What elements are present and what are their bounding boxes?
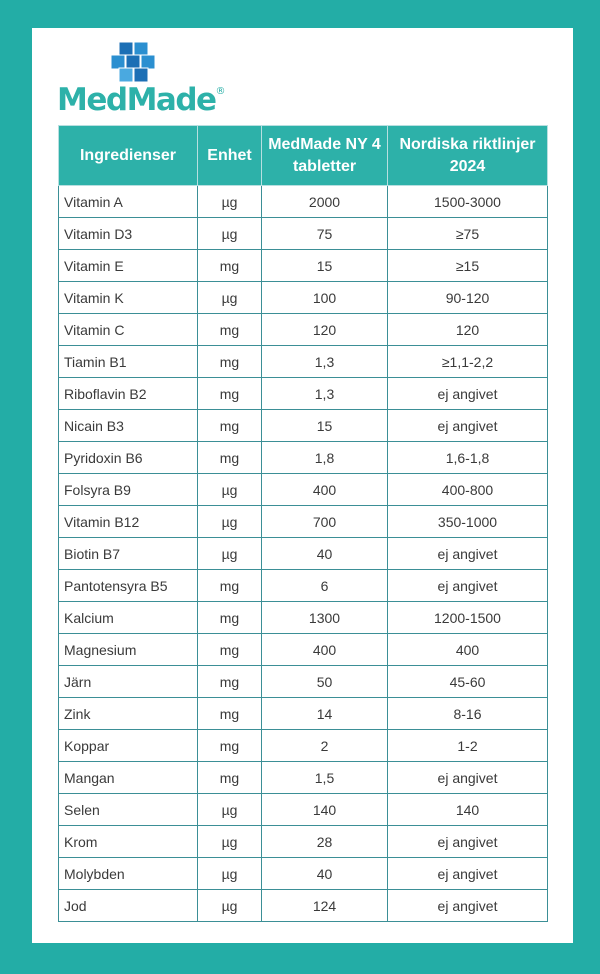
cell-medmade-amount: 1,3 [262, 346, 388, 378]
cell-medmade-amount: 40 [262, 538, 388, 570]
cell-unit: µg [198, 186, 262, 218]
cell-unit: mg [198, 250, 262, 282]
cell-ingredient: Biotin B7 [59, 538, 198, 570]
table-row [59, 698, 548, 730]
table-row [59, 666, 548, 698]
cell-medmade-amount: 400 [262, 634, 388, 666]
brand-logo [57, 42, 237, 132]
cell-guideline: 1500-3000 [388, 186, 548, 218]
cell-ingredient: Vitamin D3 [59, 218, 198, 250]
cell-guideline: ej angivet [388, 538, 548, 570]
table-row [59, 506, 548, 538]
cell-ingredient: Vitamin K [59, 282, 198, 314]
cell-guideline: ej angivet [388, 570, 548, 602]
cell-unit: µg [198, 474, 262, 506]
cell-ingredient: Pantotensyra B5 [59, 570, 198, 602]
cell-unit: mg [198, 570, 262, 602]
cell-guideline: 45-60 [388, 666, 548, 698]
table-row [59, 538, 548, 570]
table-row [59, 858, 548, 890]
cell-medmade-amount: 700 [262, 506, 388, 538]
table-row [59, 634, 548, 666]
cell-ingredient: Kalcium [59, 602, 198, 634]
cell-guideline: 400 [388, 634, 548, 666]
cell-guideline: 140 [388, 794, 548, 826]
cell-ingredient: Tiamin B1 [59, 346, 198, 378]
cell-ingredient: Selen [59, 794, 198, 826]
nutrient-table [58, 125, 548, 922]
cell-guideline: ej angivet [388, 410, 548, 442]
cell-medmade-amount: 140 [262, 794, 388, 826]
cell-unit: µg [198, 506, 262, 538]
table-row [59, 282, 548, 314]
table-row [59, 442, 548, 474]
table-row [59, 890, 548, 922]
cell-guideline: ej angivet [388, 890, 548, 922]
content-card [32, 28, 573, 943]
cell-medmade-amount: 1,3 [262, 378, 388, 410]
cell-medmade-amount: 124 [262, 890, 388, 922]
cell-unit: mg [198, 602, 262, 634]
cell-unit: mg [198, 314, 262, 346]
cell-medmade-amount: 6 [262, 570, 388, 602]
registered-mark: ® [215, 86, 226, 97]
cell-unit: µg [198, 794, 262, 826]
cell-medmade-amount: 400 [262, 474, 388, 506]
brand-name: MedMade® [57, 82, 226, 118]
table-row [59, 250, 548, 282]
header-ingredienser: Ingredienser [59, 126, 198, 186]
cell-guideline: ≥75 [388, 218, 548, 250]
header-enhet: Enhet [198, 126, 262, 186]
cell-medmade-amount: 1300 [262, 602, 388, 634]
cell-unit: µg [198, 218, 262, 250]
cell-ingredient: Magnesium [59, 634, 198, 666]
cell-ingredient: Jod [59, 890, 198, 922]
table-row [59, 570, 548, 602]
cell-unit: mg [198, 666, 262, 698]
cell-guideline: ej angivet [388, 858, 548, 890]
cell-unit: mg [198, 410, 262, 442]
cell-ingredient: Vitamin A [59, 186, 198, 218]
cell-ingredient: Pyridoxin B6 [59, 442, 198, 474]
table-header-row [59, 126, 548, 186]
table-row [59, 474, 548, 506]
cell-unit: µg [198, 858, 262, 890]
cell-medmade-amount: 75 [262, 218, 388, 250]
cell-guideline: 350-1000 [388, 506, 548, 538]
cell-medmade-amount: 2 [262, 730, 388, 762]
cell-ingredient: Koppar [59, 730, 198, 762]
cell-unit: µg [198, 826, 262, 858]
cell-unit: mg [198, 378, 262, 410]
cell-unit: mg [198, 730, 262, 762]
header-medmade: MedMade NY 4 tabletter [262, 126, 388, 186]
cell-ingredient: Järn [59, 666, 198, 698]
cell-medmade-amount: 15 [262, 410, 388, 442]
cell-medmade-amount: 15 [262, 250, 388, 282]
cell-ingredient: Krom [59, 826, 198, 858]
cell-ingredient: Nicain B3 [59, 410, 198, 442]
cell-medmade-amount: 28 [262, 826, 388, 858]
header-nordiska: Nordiska riktlinjer 2024 [388, 126, 548, 186]
cell-ingredient: Folsyra B9 [59, 474, 198, 506]
table-row [59, 602, 548, 634]
cell-ingredient: Mangan [59, 762, 198, 794]
cell-ingredient: Vitamin C [59, 314, 198, 346]
cell-unit: µg [198, 538, 262, 570]
cell-guideline: ej angivet [388, 826, 548, 858]
cell-guideline: 90-120 [388, 282, 548, 314]
table-row [59, 730, 548, 762]
table-row [59, 826, 548, 858]
cell-guideline: 1-2 [388, 730, 548, 762]
cell-guideline: 400-800 [388, 474, 548, 506]
table-row [59, 218, 548, 250]
cell-ingredient: Vitamin B12 [59, 506, 198, 538]
cell-guideline: ej angivet [388, 378, 548, 410]
cell-ingredient: Molybden [59, 858, 198, 890]
cell-guideline: 1200-1500 [388, 602, 548, 634]
cell-medmade-amount: 40 [262, 858, 388, 890]
cell-unit: mg [198, 634, 262, 666]
cell-unit: mg [198, 698, 262, 730]
cell-medmade-amount: 14 [262, 698, 388, 730]
table-row [59, 762, 548, 794]
cell-guideline: ≥1,1-2,2 [388, 346, 548, 378]
cube-cluster-icon [107, 42, 167, 82]
cell-ingredient: Vitamin E [59, 250, 198, 282]
cell-medmade-amount: 50 [262, 666, 388, 698]
cell-unit: mg [198, 346, 262, 378]
cell-guideline: 1,6-1,8 [388, 442, 548, 474]
cell-medmade-amount: 120 [262, 314, 388, 346]
table-row [59, 378, 548, 410]
cell-unit: mg [198, 762, 262, 794]
cell-guideline: 120 [388, 314, 548, 346]
cell-unit: mg [198, 442, 262, 474]
cell-unit: µg [198, 890, 262, 922]
cell-guideline: ≥15 [388, 250, 548, 282]
cell-medmade-amount: 2000 [262, 186, 388, 218]
cell-medmade-amount: 100 [262, 282, 388, 314]
cell-ingredient: Riboflavin B2 [59, 378, 198, 410]
table-row [59, 314, 548, 346]
table-row [59, 410, 548, 442]
cell-guideline: 8-16 [388, 698, 548, 730]
table-row [59, 794, 548, 826]
cell-guideline: ej angivet [388, 762, 548, 794]
cell-ingredient: Zink [59, 698, 198, 730]
table-row [59, 186, 548, 218]
cell-medmade-amount: 1,5 [262, 762, 388, 794]
cell-unit: µg [198, 282, 262, 314]
cell-medmade-amount: 1,8 [262, 442, 388, 474]
table-row [59, 346, 548, 378]
